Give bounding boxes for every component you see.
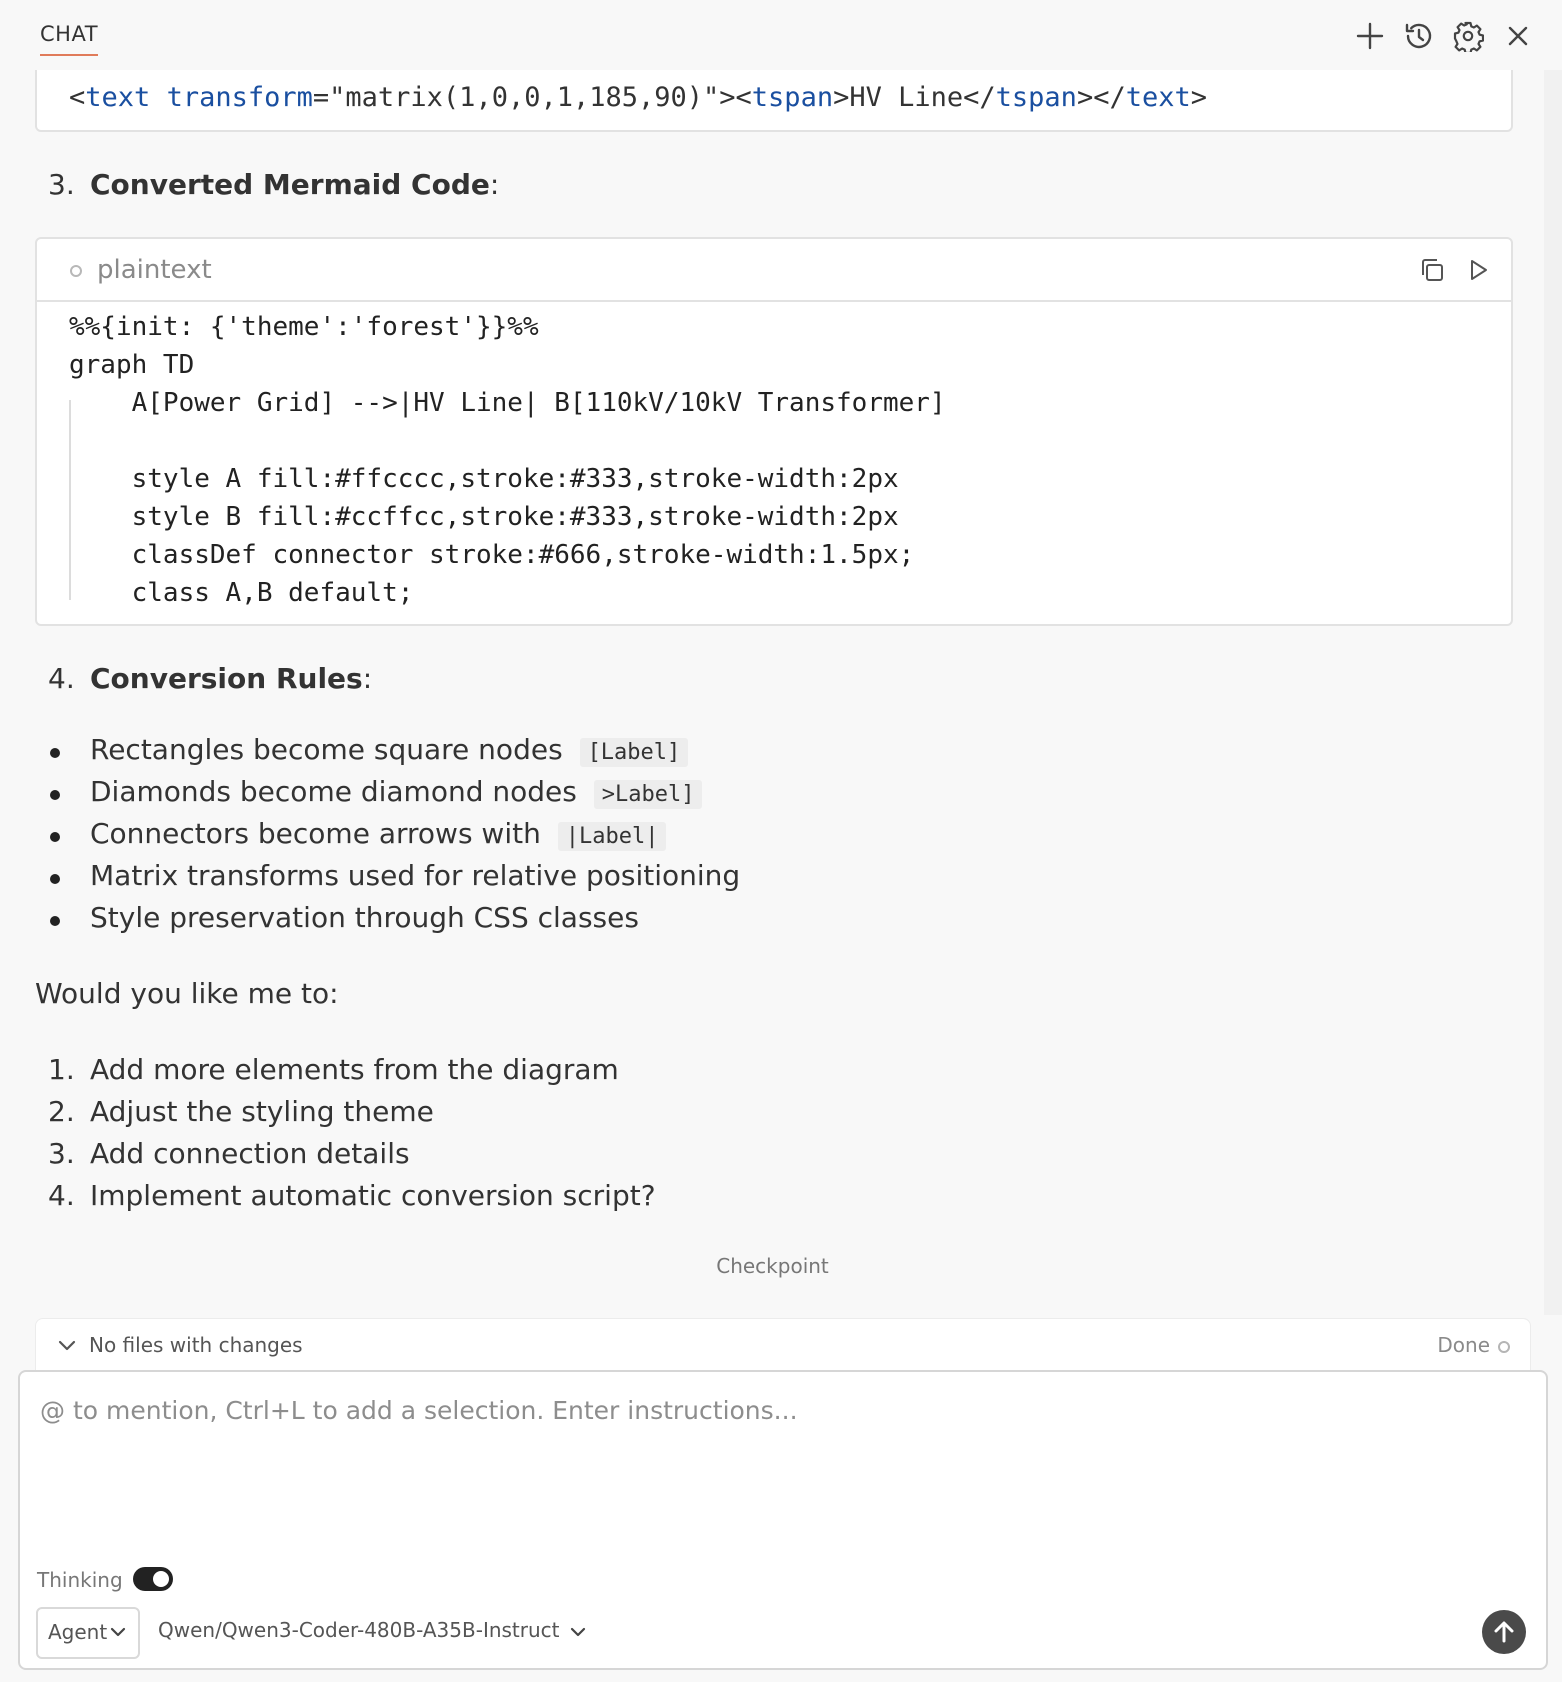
option-text: Add more elements from the diagram — [90, 1053, 619, 1086]
close-icon[interactable] — [1500, 18, 1536, 54]
rule-text: Style preservation through CSS classes — [90, 901, 639, 934]
list-item — [48, 775, 740, 817]
code-line: graph TD — [69, 350, 195, 380]
inline-code: |Label| — [558, 822, 667, 851]
code-line: A[Power Grid] -->|HV Line| B[110kV/10kV Transformer] — [69, 388, 946, 418]
code-line: class A,B default; — [69, 578, 414, 608]
list-item — [48, 817, 740, 859]
rule-text: Rectangles become square nodes — [90, 733, 563, 766]
rule-text: Diamonds become diamond nodes — [90, 775, 577, 808]
run-icon[interactable] — [1461, 253, 1495, 287]
section-title: Converted Mermaid Code — [90, 168, 490, 201]
toggle-knob — [153, 1571, 169, 1587]
list-item — [48, 1053, 656, 1095]
files-changes-label: No files with changes — [89, 1333, 303, 1357]
code-line: style B fill:#ccffcc,stroke:#333,stroke-width:2px — [69, 502, 899, 532]
rule-text: Matrix transforms used for relative positioning — [90, 859, 741, 892]
plus-icon[interactable] — [1352, 18, 1388, 54]
list-item — [48, 1179, 656, 1221]
inline-code: >Label] — [594, 780, 703, 809]
code-token: >< — [719, 82, 752, 113]
code-token: </ — [963, 82, 996, 113]
mode-label: Agent — [48, 1620, 108, 1644]
code-token: text — [85, 82, 151, 113]
section-heading — [48, 168, 499, 201]
language-dot-icon — [70, 265, 82, 277]
send-button[interactable] — [1482, 1610, 1526, 1654]
code-token: tspan — [995, 82, 1077, 113]
inline-code: [Label] — [580, 738, 689, 767]
code-line — [69, 82, 1207, 113]
list-item — [48, 859, 740, 901]
history-icon[interactable] — [1401, 18, 1437, 54]
list-item — [48, 733, 740, 775]
code-token: tspan — [751, 82, 834, 113]
chevron-down-icon — [110, 1627, 126, 1637]
rule-text: Connectors become arrows with — [90, 817, 541, 850]
list-number: 1. — [48, 1053, 75, 1086]
rules-list — [48, 733, 740, 943]
code-token: > — [1190, 82, 1208, 113]
options-list — [48, 1053, 656, 1221]
option-text: Adjust the styling theme — [90, 1095, 434, 1128]
code-line: classDef connector stroke:#666,stroke-width:1.5px; — [69, 540, 915, 570]
list-number: 4. — [48, 1179, 75, 1212]
tab-chat[interactable]: CHAT — [40, 22, 98, 56]
files-changes-bar — [35, 1318, 1531, 1373]
code-token: transform — [166, 82, 313, 113]
question-text: Would you like me to: — [35, 977, 339, 1010]
section-suffix: : — [489, 168, 500, 201]
svg-code-snippet — [35, 60, 1513, 132]
list-item — [48, 1095, 656, 1137]
code-token: ></ — [1076, 82, 1126, 113]
thinking-label: Thinking — [37, 1568, 123, 1592]
checkpoint-label[interactable]: Checkpoint — [716, 1254, 829, 1278]
list-item — [48, 1137, 656, 1179]
composer-input[interactable]: @ to mention, Ctrl+L to add a selection. Enter instructions... — [40, 1396, 798, 1425]
code-line: style A fill:#ffcccc,stroke:#333,stroke-width:2px — [69, 464, 899, 494]
code-block — [35, 237, 1513, 626]
chat-header — [0, 0, 1562, 70]
section-suffix: : — [362, 662, 373, 695]
model-label: Qwen/Qwen3-Coder-480B-A35B-Instruct — [158, 1618, 560, 1642]
indent-guide — [69, 400, 71, 600]
code-block-header — [37, 239, 1511, 302]
section-heading — [48, 662, 372, 695]
chevron-down-icon — [570, 1627, 586, 1637]
chat-composer[interactable] — [18, 1370, 1548, 1670]
code-token: > — [833, 82, 850, 113]
section-title: Conversion Rules — [90, 662, 363, 695]
scrollbar[interactable] — [1544, 70, 1562, 1315]
done-button[interactable]: Done — [1437, 1333, 1490, 1357]
arrow-up-icon — [1493, 1620, 1515, 1644]
thinking-toggle[interactable] — [133, 1567, 173, 1591]
status-ring-icon — [1498, 1341, 1510, 1353]
list-number: 4. — [48, 662, 75, 695]
option-text: Implement automatic conversion script? — [90, 1179, 656, 1212]
model-select[interactable] — [158, 1618, 586, 1642]
copy-icon[interactable] — [1415, 253, 1449, 287]
code-token: HV Line — [849, 82, 964, 113]
list-item — [48, 901, 740, 943]
option-text: Add connection details — [90, 1137, 410, 1170]
code-language: plaintext — [97, 255, 212, 285]
list-number: 3. — [48, 168, 75, 201]
code-token: text — [1125, 82, 1191, 113]
list-number: 3. — [48, 1137, 75, 1170]
code-line: %%{init: {'theme':'forest'}}%% — [69, 312, 539, 342]
code-token: = — [312, 82, 330, 113]
chevron-down-icon[interactable] — [58, 1337, 76, 1356]
code-token: < — [69, 82, 86, 113]
gear-icon[interactable] — [1450, 18, 1486, 54]
code-token: "matrix(1,0,0,1,185,90)" — [329, 82, 720, 113]
mode-select[interactable] — [36, 1607, 140, 1659]
list-number: 2. — [48, 1095, 75, 1128]
